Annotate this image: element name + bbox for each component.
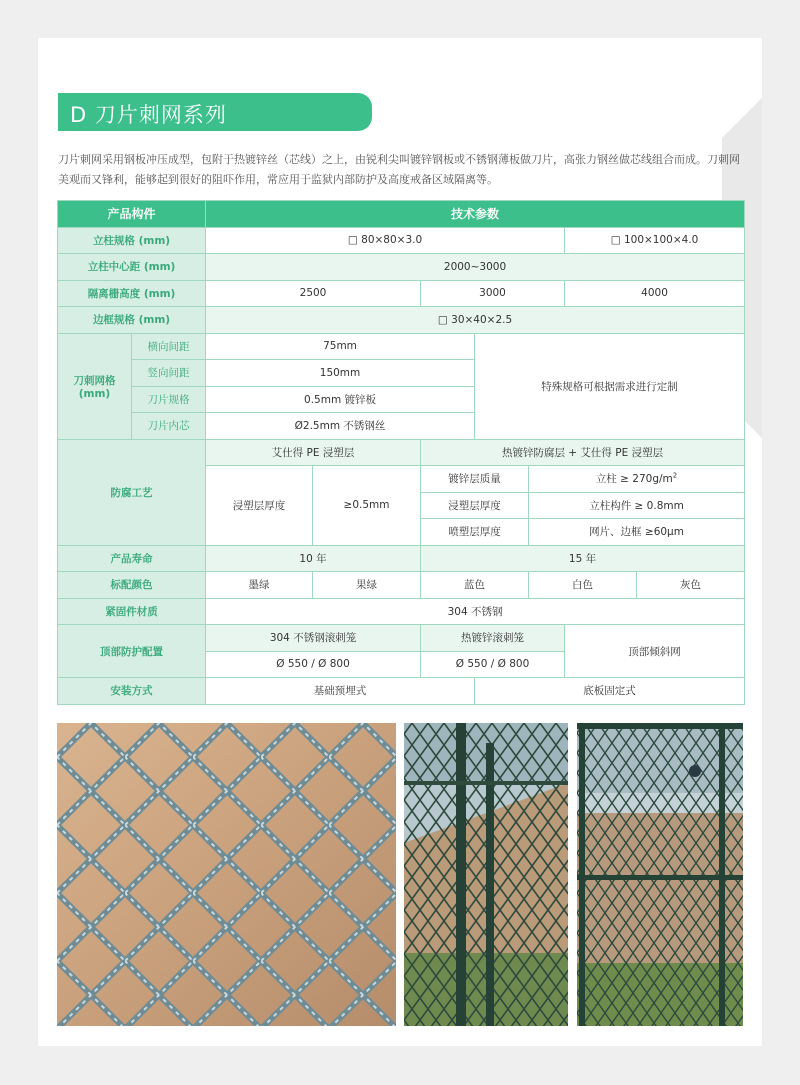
row-coat-1 bbox=[58, 439, 745, 466]
post-distance-value: 2000~3000 bbox=[206, 254, 745, 281]
coat-r3-value: 网片、边框 ≥60μm bbox=[529, 519, 745, 546]
row-colors bbox=[58, 572, 745, 599]
coat-r2-name: 浸塑层厚度 bbox=[421, 492, 529, 519]
label-anticorrosion: 防腐工艺 bbox=[58, 439, 206, 545]
install-a: 基础预埋式 bbox=[206, 678, 475, 705]
label-life: 产品寿命 bbox=[58, 545, 206, 572]
install-b: 底板固定式 bbox=[475, 678, 745, 705]
blade-val-4: Ø2.5mm 不锈钢丝 bbox=[206, 413, 475, 440]
coat-r2-value: 立柱构件 ≥ 0.8mm bbox=[529, 492, 745, 519]
coat-r1-text: 立柱 ≥ 270g/m bbox=[595, 473, 673, 486]
coat-r1-sup: 2 bbox=[672, 471, 678, 480]
blade-val-1: 75mm bbox=[206, 333, 475, 360]
life-b: 15 年 bbox=[421, 545, 745, 572]
top-a-value: Ø 550 / Ø 800 bbox=[206, 651, 421, 678]
row-post-distance bbox=[58, 254, 745, 281]
header-component: 产品构件 bbox=[58, 201, 206, 228]
label-top-protection: 顶部防护配置 bbox=[58, 625, 206, 678]
color-item-1: 墨绿 bbox=[206, 572, 313, 599]
fence-height-b: 3000 bbox=[421, 280, 565, 307]
row-fence-height bbox=[58, 280, 745, 307]
label-fence-height: 隔离栅高度 (mm) bbox=[58, 280, 206, 307]
row-install bbox=[58, 678, 745, 705]
row-post-spec bbox=[58, 227, 745, 254]
coat-r1-value bbox=[529, 466, 745, 493]
label-post-spec: 立柱规格 (mm) bbox=[58, 227, 206, 254]
life-a: 10 年 bbox=[206, 545, 421, 572]
coat-right-head: 热镀锌防腐层 + 艾仕得 PE 浸塑层 bbox=[421, 439, 745, 466]
post-spec-a: □ 80×80×3.0 bbox=[206, 227, 565, 254]
row-top-1 bbox=[58, 625, 745, 652]
blade-custom-note: 特殊规格可根据需求进行定制 bbox=[475, 333, 745, 439]
coat-r3-name: 喷塑层厚度 bbox=[421, 519, 529, 546]
label-install: 安装方式 bbox=[58, 678, 206, 705]
frame-spec-value: □ 30×40×2.5 bbox=[206, 307, 745, 334]
section-title: D 刀片刺网系列 bbox=[70, 103, 227, 127]
post-spec-b: □ 100×100×4.0 bbox=[565, 227, 745, 254]
blade-sub-4: 刀片内芯 bbox=[132, 413, 206, 440]
coat-left-value: ≥0.5mm bbox=[313, 466, 421, 546]
row-life bbox=[58, 545, 745, 572]
photo-fence-panel bbox=[577, 723, 743, 1026]
label-post-distance: 立柱中心距 (mm) bbox=[58, 254, 206, 281]
intro-paragraph: 刀片刺网采用钢板冲压成型，包附于热镀锌丝（芯线）之上，由锐利尖叫镀锌钢板或不锈钢薄板做刀片，高张力钢丝做芯线组合而成。刀刺网美观而又锋利，能够起到很好的阻吓作用，常应用于监狱内部防护及高度戒备区域隔离等。 bbox=[58, 153, 740, 186]
spec-table bbox=[57, 200, 745, 705]
row-blade-1 bbox=[58, 333, 745, 360]
row-fastener bbox=[58, 598, 745, 625]
photo-razor-mesh bbox=[57, 723, 396, 1026]
fence-height-a: 2500 bbox=[206, 280, 421, 307]
blade-sub-1: 横向间距 bbox=[132, 333, 206, 360]
section-title-bar bbox=[58, 93, 372, 131]
top-a-head: 304 不锈钢滚刺笼 bbox=[206, 625, 421, 652]
fence-height-c: 4000 bbox=[565, 280, 745, 307]
color-item-3: 蓝色 bbox=[421, 572, 529, 599]
blade-sub-3: 刀片规格 bbox=[132, 386, 206, 413]
coat-left-name: 浸塑层厚度 bbox=[206, 466, 313, 546]
label-fastener: 紧固件材质 bbox=[58, 598, 206, 625]
color-item-5: 灰色 bbox=[637, 572, 745, 599]
coat-left-head: 艾仕得 PE 浸塑层 bbox=[206, 439, 421, 466]
table-header-row bbox=[58, 201, 745, 228]
label-blade-mesh: 刀刺网格 (mm) bbox=[58, 333, 132, 439]
photo-fence-gate bbox=[404, 723, 568, 1026]
blade-val-2: 150mm bbox=[206, 360, 475, 387]
color-item-2: 果绿 bbox=[313, 572, 421, 599]
color-item-4: 白色 bbox=[529, 572, 637, 599]
blade-val-3: 0.5mm 镀锌板 bbox=[206, 386, 475, 413]
header-params: 技术参数 bbox=[206, 201, 745, 228]
label-colors: 标配颜色 bbox=[58, 572, 206, 599]
fastener-value: 304 不锈钢 bbox=[206, 598, 745, 625]
row-frame-spec bbox=[58, 307, 745, 334]
top-b-head: 热镀锌滚刺笼 bbox=[421, 625, 565, 652]
top-c: 顶部倾斜网 bbox=[565, 625, 745, 678]
top-b-value: Ø 550 / Ø 800 bbox=[421, 651, 565, 678]
blade-sub-2: 竖向间距 bbox=[132, 360, 206, 387]
label-frame-spec: 边框规格 (mm) bbox=[58, 307, 206, 334]
catalog-page bbox=[38, 38, 762, 1046]
coat-r1-name: 镀锌层质量 bbox=[421, 466, 529, 493]
